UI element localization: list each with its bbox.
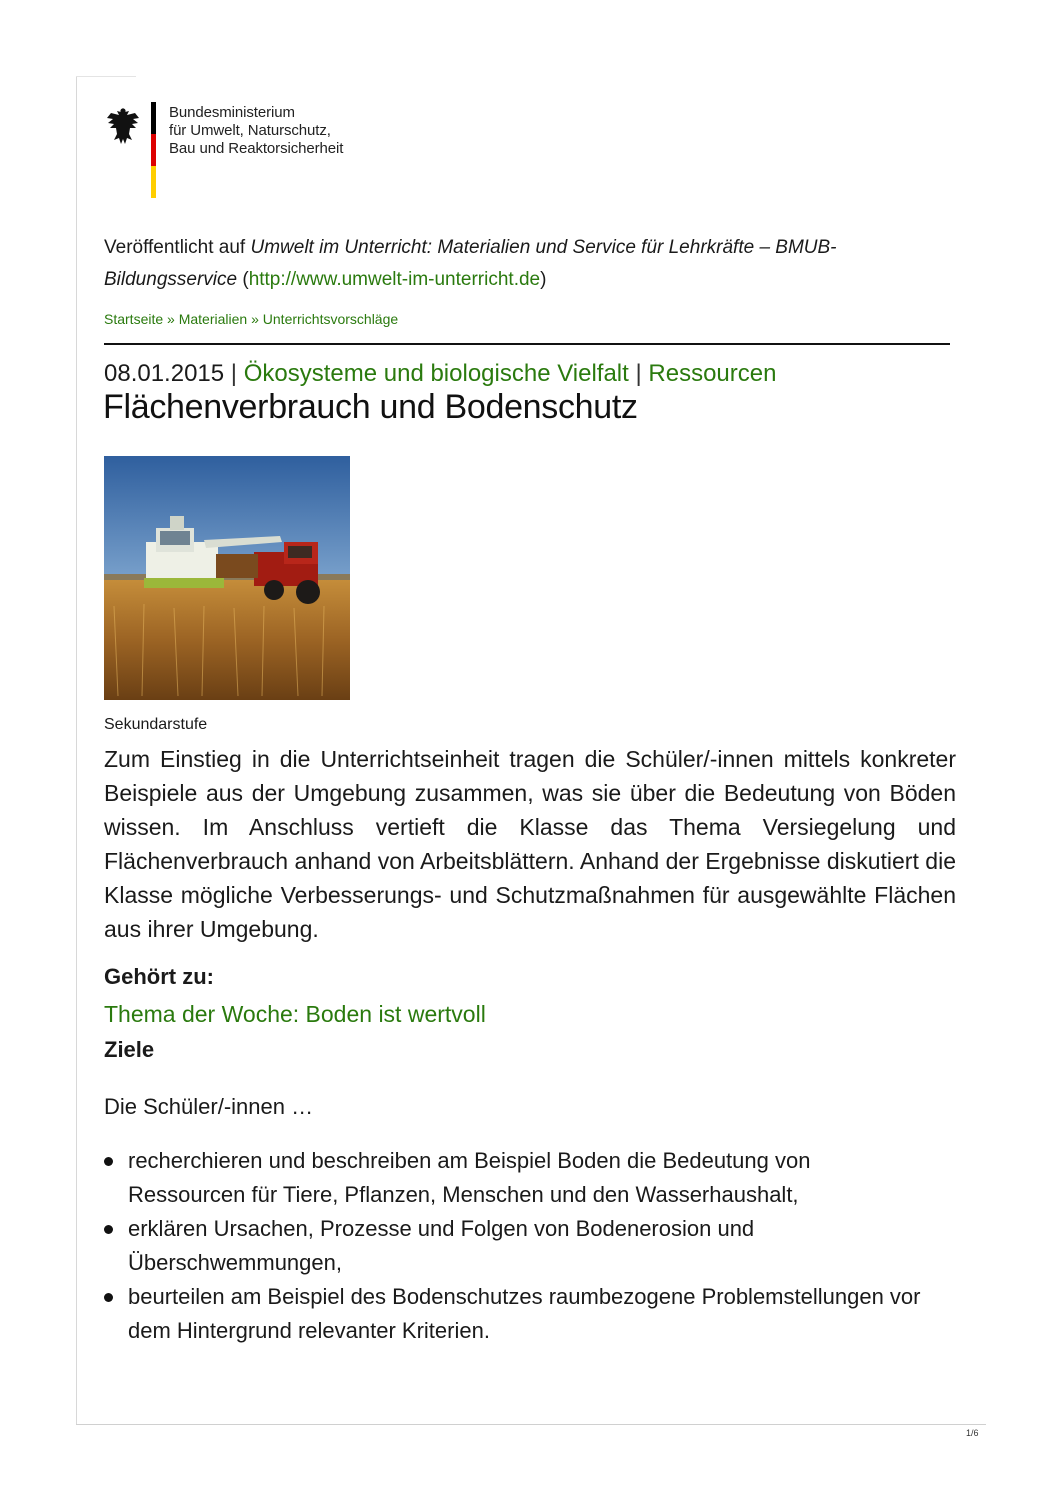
theme-of-week-link[interactable]: Thema der Woche: Boden ist wertvoll [104, 1001, 486, 1027]
combine-harvester-photo [104, 456, 350, 700]
list-item [104, 1212, 924, 1280]
page-number: 1/6 [966, 1428, 979, 1438]
bullet-icon [104, 1225, 113, 1234]
goal-text: beurteilen am Beispiel des Bodenschutzes raumbezogene Problemstellungen vor dem Hintergrund relevanter Kriterien. [128, 1284, 921, 1343]
students-intro: Die Schüler/-innen … [104, 1094, 314, 1119]
list-item [104, 1280, 924, 1348]
goals-list [104, 1144, 924, 1348]
flag-gold-stripe [151, 166, 156, 198]
goal-text: recherchieren und beschreiben am Beispiel Boden die Bedeutung von Ressourcen für Tiere, Pflanzen, Menschen und den Wasserhaushalt, [128, 1148, 811, 1207]
breadcrumb-separator: » [163, 311, 179, 327]
url-close-paren: ) [540, 269, 547, 290]
breadcrumb-separator: » [247, 311, 263, 327]
url-open-paren: ( [237, 269, 249, 290]
publication-prefix: Veröffentlicht auf [104, 237, 251, 258]
header-divider [104, 343, 950, 345]
bullet-icon [104, 1293, 113, 1302]
page-frame-bottom [76, 1424, 986, 1425]
goals-heading: Ziele [104, 1037, 155, 1062]
ministry-line-1: Bundesministerium [169, 104, 295, 121]
ministry-line-3: Bau und Reaktorsicherheit [169, 140, 344, 157]
german-flag-bar [151, 102, 156, 198]
flag-red-stripe [151, 134, 156, 166]
page-frame-left [76, 76, 77, 1424]
ministry-line-2: für Umwelt, Naturschutz, [169, 122, 331, 139]
list-item [104, 1144, 924, 1212]
breadcrumb-lessons-link[interactable]: Unterrichtsvorschläge [262, 311, 399, 327]
page-title: Flächenverbrauch und Bodenschutz [103, 388, 638, 426]
intro-paragraph: Zum Einstieg in die Unterrichtseinheit tragen die Schüler/-innen mittels konkreter Beispiele aus der Umgebung zusammen, was sie über die Bedeutung von Böden wissen. Im Anschluss vertieft die Klasse das Thema Versiegelung und Flächenverbrauch anhand von Arbeitsblättern. Anhand der Ergebnisse diskutiert die Klasse mögliche Verbesserungs- und Schutzmaßnahmen für ausgewählte Flächen aus ihrer Umgebung. [104, 746, 956, 942]
site-title: Umwelt im Unterricht: Materialien und Service für Lehrkräfte – BMUB-Bildungsservice [104, 237, 837, 290]
meta-separator: | [224, 360, 244, 387]
publication-note [104, 232, 954, 296]
meta-separator: | [628, 360, 649, 387]
flag-black-stripe [151, 102, 156, 134]
article-meta [104, 360, 776, 388]
category-link-resources[interactable]: Ressourcen [648, 360, 777, 387]
bullet-icon [104, 1157, 113, 1166]
school-level: Sekundarstufe [104, 716, 208, 733]
breadcrumb-materials-link[interactable]: Materialien [178, 311, 248, 327]
ministry-name [169, 104, 343, 158]
category-link-ecosystems[interactable]: Ökosysteme und biologische Vielfalt [243, 360, 629, 387]
ministry-logo [105, 100, 365, 200]
page-frame-top [76, 76, 136, 77]
goal-text: erklären Ursachen, Prozesse und Folgen von Bodenerosion und Überschwemmungen, [128, 1216, 755, 1275]
breadcrumb-home-link[interactable]: Startseite [104, 311, 164, 327]
site-url-link[interactable]: http://www.umwelt-im-unterricht.de [248, 269, 541, 290]
belongs-to-heading: Gehört zu: [104, 964, 214, 989]
federal-eagle-icon [105, 104, 141, 146]
breadcrumb [104, 311, 398, 327]
article-date: 08.01.2015 [104, 360, 225, 387]
